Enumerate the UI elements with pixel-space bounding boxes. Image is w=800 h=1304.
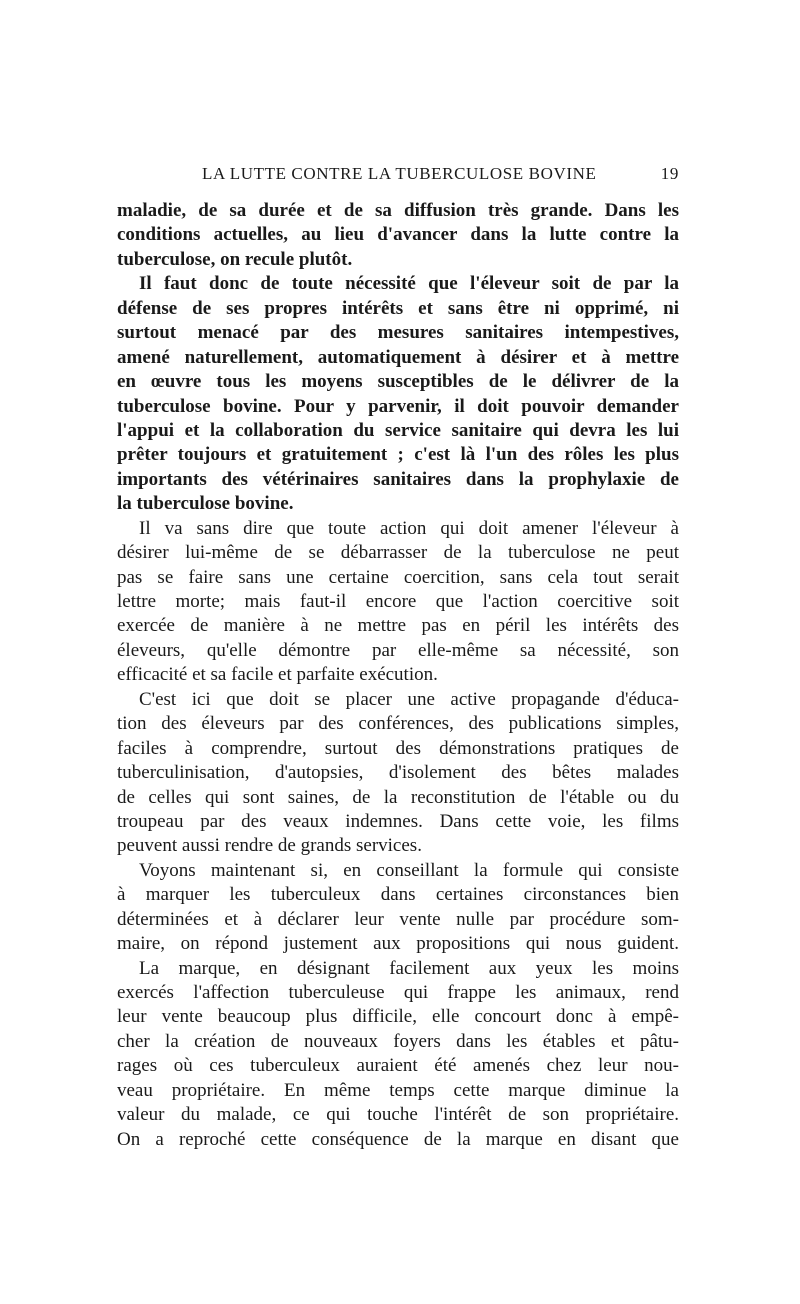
text-line: l'appui et la collaboration du service sanitaire qui devra les lui <box>117 419 679 441</box>
text-line: peuvent aussi rendre de grands services. <box>117 835 422 857</box>
text-line: Il faut donc de toute nécessité que l'éleveur soit de par la <box>139 273 679 295</box>
running-title: LA LUTTE CONTRE LA TUBERCULOSE BOVINE <box>202 164 597 183</box>
text-line: tion des éleveurs par des conférences, des publications simples, <box>117 713 679 735</box>
text-line: pas se faire sans une certaine coercition, sans cela tout serait <box>117 566 679 588</box>
text-line: faciles à comprendre, surtout des démonstrations pratiques de <box>117 737 679 759</box>
text-line: conditions actuelles, au lieu d'avancer dans la lutte contre la <box>117 224 679 246</box>
text-line: prêter toujours et gratuitement ; c'est là l'un des rôles les plus <box>117 444 679 466</box>
text-line: lettre morte; mais faut-il encore que l'action coercitive soit <box>117 591 679 612</box>
text-line: exercée de manière à ne mettre pas en péril les intérêts des <box>117 615 679 637</box>
text-line: leur vente beaucoup plus difficile, elle concourt donc à empê- <box>117 1006 679 1028</box>
text-line: exercés l'affection tuberculeuse qui frappe les animaux, rend <box>117 982 679 1003</box>
text-line: La marque, en désignant facilement aux yeux les moins <box>139 957 679 979</box>
text-line: tuberculose bovine. Pour y parvenir, il doit pouvoir demander <box>117 395 679 417</box>
text-line: tuberculose, on recule plutôt. <box>117 248 353 270</box>
text-line: désirer lui-même de se débarrasser de la tuberculose ne peut <box>117 542 679 564</box>
text-line: On a reproché cette conséquence de la marque en disant que <box>117 1128 679 1150</box>
text-line: éleveurs, qu'elle démontre par elle-même sa nécessité, son <box>117 639 679 661</box>
text-line: C'est ici que doit se placer une active propagande d'éduca- <box>139 688 679 710</box>
text-line: maladie, de sa durée et de sa diffusion très grande. Dans les <box>117 200 679 221</box>
text-line: Il va sans dire que toute action qui doit amener l'éleveur à <box>139 517 679 539</box>
text-line: Voyons maintenant si, en conseillant la formule qui consiste <box>139 859 679 881</box>
text-line: défense de ses propres intérêts et sans être ni opprimé, ni <box>117 297 679 319</box>
text-line: veau propriétaire. En même temps cette marque diminue la <box>117 1079 679 1101</box>
text-line: rages où ces tuberculeux auraient été amenés chez leur nou- <box>117 1055 679 1077</box>
text-line: valeur du malade, ce qui touche l'intérêt de son propriétaire. <box>117 1104 679 1126</box>
text-line: maire, on répond justement aux propositions qui nous guident. <box>117 933 679 955</box>
body-text <box>117 199 679 1152</box>
text-line: importants des vétérinaires sanitaires dans la prophylaxie de <box>117 468 679 490</box>
text-line: surtout menacé par des mesures sanitaires intempestives, <box>117 322 679 344</box>
text-line: cher la création de nouveaux foyers dans les étables et pâtu- <box>117 1030 679 1052</box>
page-number: 19 <box>660 164 679 183</box>
running-head <box>117 162 679 188</box>
text-line: efficacité et sa facile et parfaite exécution. <box>117 664 438 686</box>
text-line: en œuvre tous les moyens susceptibles de le délivrer de la <box>117 371 679 393</box>
text-line: amené naturellement, automatiquement à désirer et à mettre <box>117 346 679 368</box>
text-line: de celles qui sont saines, de la reconstitution de l'étable ou du <box>117 786 679 808</box>
text-line: à marquer les tuberculeux dans certaines circonstances bien <box>117 884 679 906</box>
text-line: la tuberculose bovine. <box>117 493 294 515</box>
text-line: déterminées et à déclarer leur vente nulle par procédure som- <box>117 908 679 930</box>
text-line: tuberculinisation, d'autopsies, d'isolement des bêtes malades <box>117 762 679 784</box>
text-line: troupeau par des veaux indemnes. Dans cette voie, les films <box>117 810 679 832</box>
